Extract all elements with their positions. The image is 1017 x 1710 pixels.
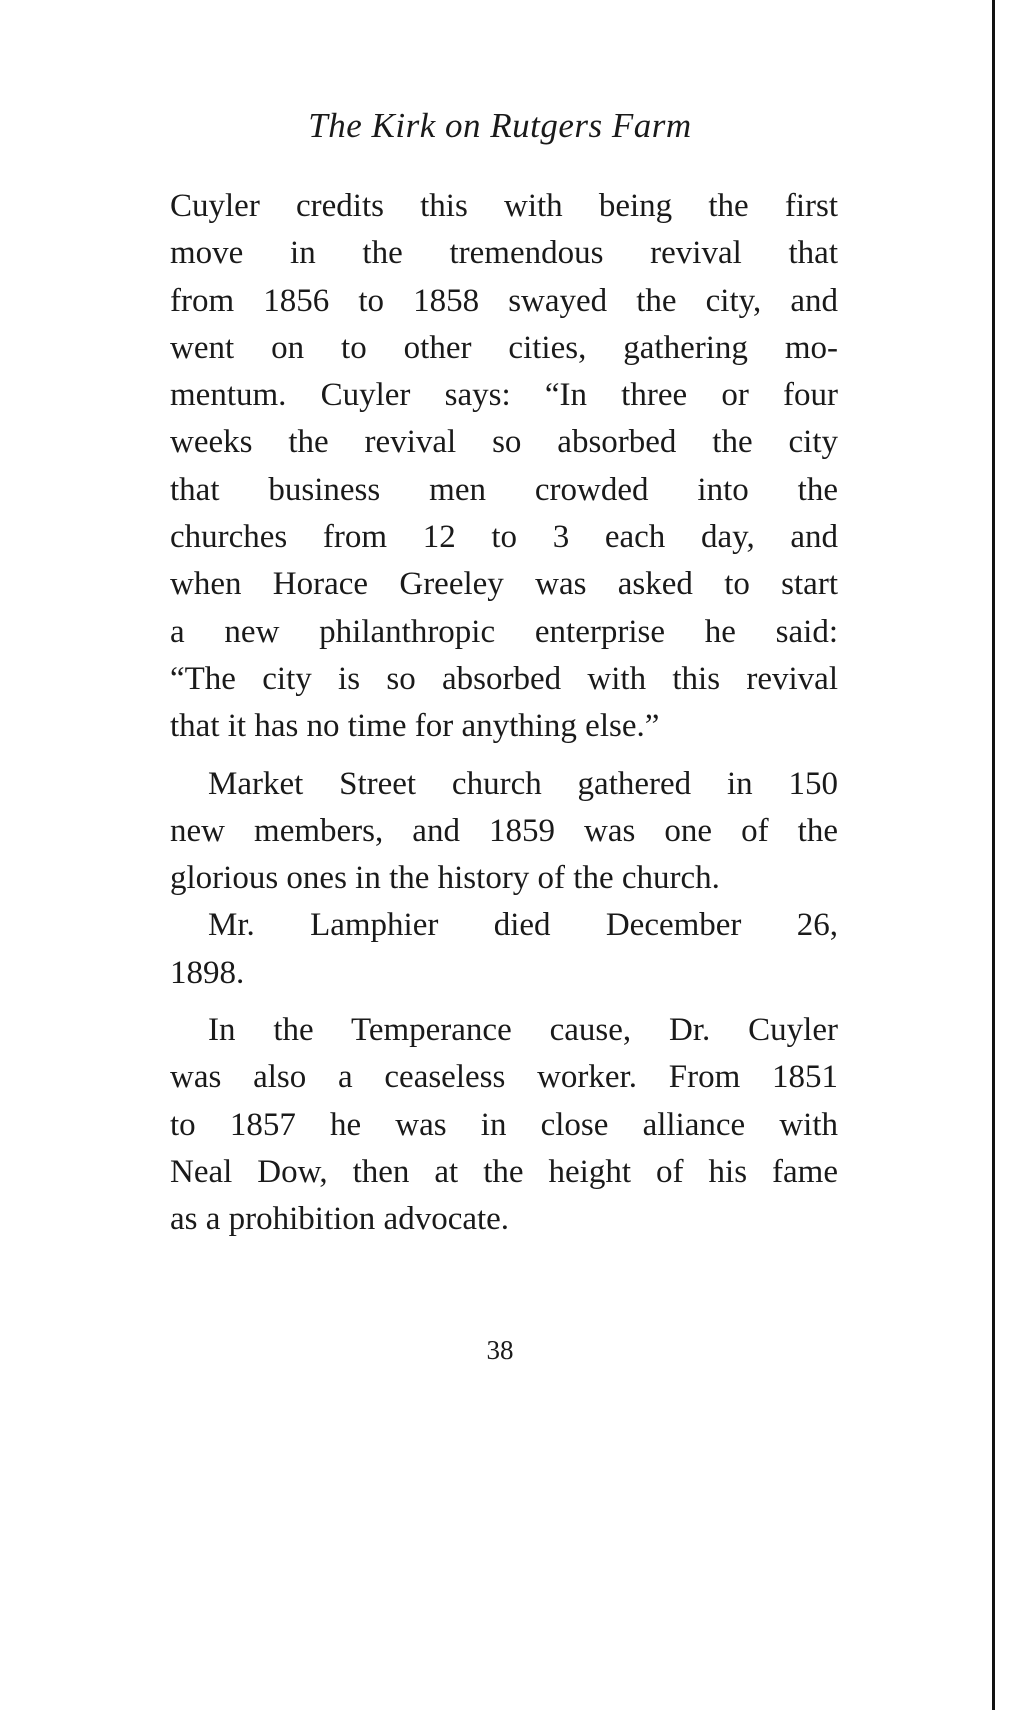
text-line: that business men crowded into the	[170, 471, 838, 508]
text-line: Neal Dow, then at the height of his fame	[170, 1153, 838, 1190]
page-edge-line	[992, 0, 995, 1710]
text-line: a new philanthropic enterprise he said:	[170, 613, 838, 650]
paragraph-2	[170, 761, 838, 903]
text-line: Mr. Lamphier died December 26,	[208, 907, 838, 944]
text-line: Cuyler credits this with being the first	[170, 188, 838, 224]
text-line: as a prohibition advocate.	[170, 1201, 510, 1238]
text-line: from 1856 to 1858 swayed the city, and	[170, 282, 838, 319]
text-line: churches from 12 to 3 each day, and	[170, 519, 838, 556]
text-line: weeks the revival so absorbed the city	[170, 424, 838, 461]
text-line: to 1857 he was in close alliance with	[170, 1106, 838, 1143]
paragraph-4	[170, 1007, 838, 1243]
text-line: In the Temperance cause, Dr. Cuyler	[208, 1012, 838, 1049]
text-line: went on to other cities, gathering mo-	[170, 329, 838, 366]
text-line: glorious ones in the history of the church.	[170, 860, 720, 897]
paragraph-1	[170, 183, 838, 751]
paragraph-3	[170, 902, 838, 997]
text-line: new members, and 1859 was one of the	[170, 812, 838, 849]
text-line: when Horace Greeley was asked to start	[170, 566, 838, 603]
running-head: The Kirk on Rutgers Farm	[308, 106, 692, 145]
paragraph-gap	[170, 751, 838, 761]
text-line: 1898.	[170, 954, 245, 991]
text-line: move in the tremendous revival that	[170, 235, 838, 272]
text-line: that it has no time for anything else.”	[170, 708, 660, 745]
page-number: 38	[486, 1335, 514, 1365]
text-line: “The city is so absorbed with this revival	[170, 660, 838, 697]
body-text	[170, 183, 838, 1244]
text-line: was also a ceaseless worker. From 1851	[170, 1059, 838, 1096]
paragraph-gap	[170, 997, 838, 1007]
text-line: mentum. Cuyler says: “In three or four	[170, 377, 838, 414]
text-line: Market Street church gathered in 150	[208, 765, 838, 802]
